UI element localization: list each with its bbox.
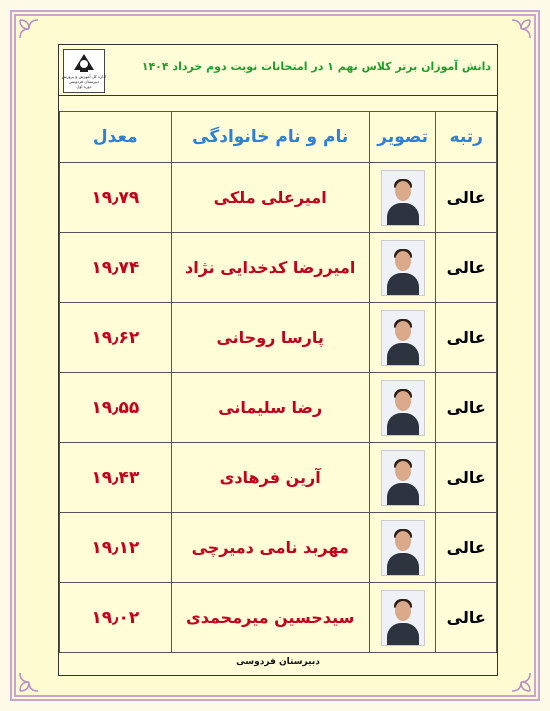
rank-cell: عالی — [436, 233, 497, 303]
column-header-average: معدل — [60, 112, 172, 163]
rank-cell: عالی — [436, 303, 497, 373]
corner-ornament-icon — [18, 18, 40, 40]
student-name: امیرعلی ملکی — [171, 163, 369, 233]
logo-text: دبیرستان فردوسی — [68, 79, 100, 84]
student-average: ۱۹٫۶۲ — [60, 303, 172, 373]
top-students-table — [59, 111, 497, 653]
photo-cell — [369, 233, 436, 303]
table-row — [60, 303, 497, 373]
student-name: امیررضا کدخدایی نژاد — [171, 233, 369, 303]
photo-cell — [369, 583, 436, 653]
school-emblem-icon — [71, 52, 97, 74]
student-photo — [381, 170, 425, 226]
student-photo — [381, 590, 425, 646]
table-row — [60, 373, 497, 443]
rank-cell: عالی — [436, 373, 497, 443]
column-header-rank: رتبه — [436, 112, 497, 163]
student-average: ۱۹٫۱۲ — [60, 513, 172, 583]
table-row — [60, 163, 497, 233]
table-header-row — [60, 112, 497, 163]
table-row — [60, 583, 497, 653]
table-row — [60, 513, 497, 583]
corner-ornament-icon — [510, 671, 532, 693]
page-title: دانش آموزان برتر کلاس نهم ۱ در امتحانات نوبت دوم خرداد ۱۴۰۴ — [141, 60, 491, 73]
student-photo — [381, 450, 425, 506]
logo-text: اداره کل آموزش و پرورش — [61, 74, 107, 79]
certificate-panel — [58, 44, 498, 676]
student-name: پارسا روحانی — [171, 303, 369, 373]
student-average: ۱۹٫۵۵ — [60, 373, 172, 443]
photo-cell — [369, 163, 436, 233]
column-header-name: نام و نام خانوادگی — [171, 112, 369, 163]
logo-text: دوره اول — [76, 84, 92, 89]
column-header-photo: تصویر — [369, 112, 436, 163]
student-photo — [381, 380, 425, 436]
rank-cell: عالی — [436, 513, 497, 583]
corner-ornament-icon — [18, 671, 40, 693]
table-row — [60, 233, 497, 303]
student-name: آرین فرهادی — [171, 443, 369, 513]
page-header — [59, 45, 497, 96]
footer-school-name: دبیرستان فردوسی — [236, 657, 320, 667]
table-row — [60, 443, 497, 513]
photo-cell — [369, 513, 436, 583]
rank-cell: عالی — [436, 443, 497, 513]
photo-cell — [369, 373, 436, 443]
corner-ornament-icon — [510, 18, 532, 40]
student-photo — [381, 240, 425, 296]
rank-cell: عالی — [436, 163, 497, 233]
student-average: ۱۹٫۰۲ — [60, 583, 172, 653]
photo-cell — [369, 303, 436, 373]
school-logo — [63, 49, 105, 93]
student-name: مهربد نامی دمیرچی — [171, 513, 369, 583]
student-photo — [381, 310, 425, 366]
student-name: رضا سلیمانی — [171, 373, 369, 443]
student-name: سیدحسین میرمحمدی — [171, 583, 369, 653]
student-photo — [381, 520, 425, 576]
rank-cell: عالی — [436, 583, 497, 653]
student-average: ۱۹٫۴۳ — [60, 443, 172, 513]
student-average: ۱۹٫۷۴ — [60, 233, 172, 303]
photo-cell — [369, 443, 436, 513]
student-average: ۱۹٫۷۹ — [60, 163, 172, 233]
